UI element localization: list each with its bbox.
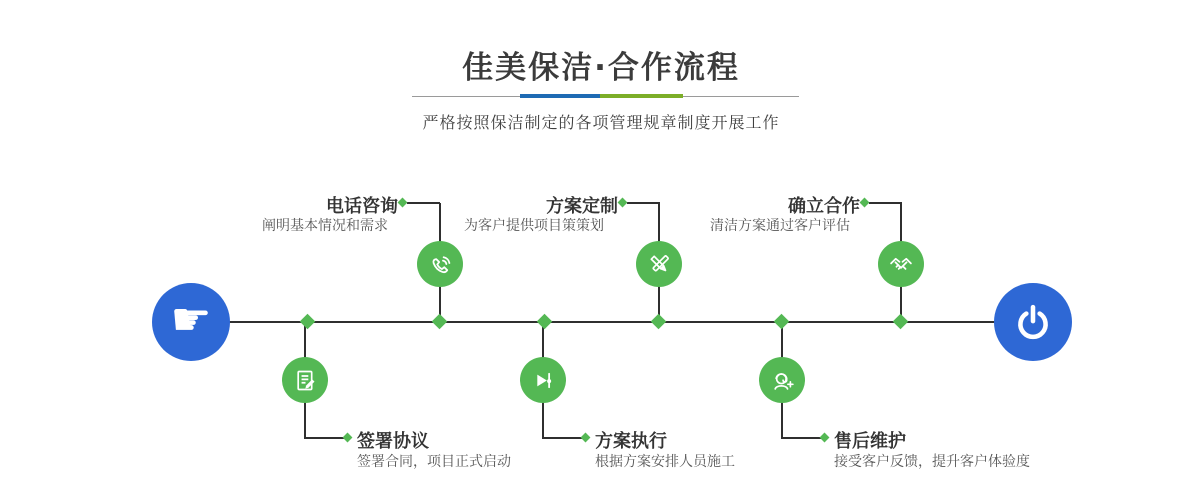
step-node-sign <box>282 357 328 403</box>
step-desc-sign: 签署合同，项目正式启动 <box>357 454 511 470</box>
step-title-plan: 方案定制 <box>546 196 618 217</box>
elbow-bottom-3 <box>781 437 821 439</box>
junction-diamond <box>432 314 448 330</box>
step-desc-phone: 阐明基本情况和需求 <box>262 218 388 234</box>
handshake-icon <box>887 250 915 278</box>
junction-diamond <box>893 314 909 330</box>
hand-pointer-icon: ☛ <box>170 292 212 346</box>
elbow-bottom-1 <box>304 437 344 439</box>
label-diamond <box>820 433 830 443</box>
step-node-cooperation <box>878 241 924 287</box>
page-title: 佳美保洁·合作流程 <box>462 50 740 86</box>
end-node <box>994 283 1072 361</box>
label-diamond <box>398 198 408 208</box>
step-desc-cooperation: 清洁方案通过客户评估 <box>710 218 850 234</box>
step-title-sign: 签署协议 <box>357 431 429 452</box>
power-icon <box>1012 301 1054 343</box>
play-slider-icon <box>530 367 557 394</box>
page-subtitle: 严格按照保洁制定的各项管理规章制度开展工作 <box>422 113 780 132</box>
junction-diamond <box>537 314 553 330</box>
label-diamond <box>581 433 591 443</box>
elbow-top-3 <box>869 202 902 204</box>
step-node-phone <box>417 241 463 287</box>
label-diamond <box>343 433 353 443</box>
elbow-top-2 <box>627 202 660 204</box>
divider-green-segment <box>600 94 683 98</box>
elbow-top-1 <box>407 202 440 204</box>
step-node-execution <box>520 357 566 403</box>
elbow-bottom-2 <box>542 437 582 439</box>
divider-blue-segment <box>520 94 600 98</box>
step-node-aftersales <box>759 357 805 403</box>
step-node-plan <box>636 241 682 287</box>
label-diamond <box>860 198 870 208</box>
step-title-execution: 方案执行 <box>595 431 667 452</box>
step-desc-plan: 为客户提供项目策策划 <box>464 218 604 234</box>
document-sign-icon <box>292 367 319 394</box>
junction-diamond <box>300 314 316 330</box>
phone-icon <box>427 251 454 278</box>
step-title-cooperation: 确立合作 <box>788 196 860 217</box>
step-title-phone: 电话咨询 <box>326 196 398 217</box>
step-desc-execution: 根据方案安排人员施工 <box>595 454 735 470</box>
junction-diamond <box>774 314 790 330</box>
start-node <box>152 283 230 361</box>
headset-plus-icon <box>769 367 796 394</box>
step-desc-aftersales: 接受客户反馈，提升客户体验度 <box>834 454 1030 470</box>
label-diamond <box>618 198 628 208</box>
pencil-ruler-icon <box>646 251 673 278</box>
step-title-aftersales: 售后维护 <box>834 431 906 452</box>
junction-diamond <box>651 314 667 330</box>
